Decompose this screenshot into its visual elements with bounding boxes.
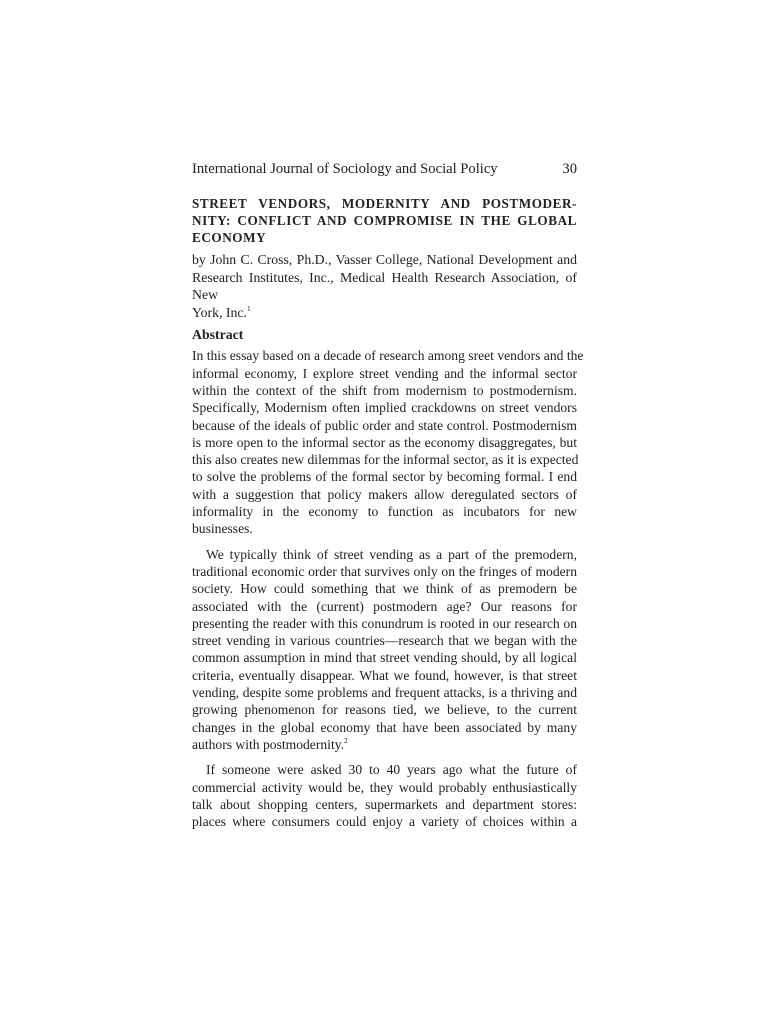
- text-line: growing phenomenon for reasons tied, we believe, to the current: [192, 702, 577, 718]
- paragraph-gap: [192, 753, 577, 761]
- text-line: is more open to the informal sector as the economy disaggregates, but: [192, 434, 577, 450]
- title-line: NITY: CONFLICT AND COMPROMISE IN THE GLOBAL: [192, 213, 577, 228]
- author-byline: [192, 251, 577, 321]
- text-line: informal economy, I explore street vending and the informal sector: [192, 365, 577, 381]
- document-page: [192, 160, 584, 830]
- journal-title: International Journal of Sociology and Social Policy: [192, 161, 498, 177]
- text-line: vending, despite some problems and frequent attacks, is a thriving and: [192, 685, 577, 701]
- text-line: common assumption in mind that street vending should, by all logical: [192, 650, 577, 666]
- text-line: Specifically, Modernism often implied crackdowns on street vendors: [192, 400, 577, 416]
- text-line: changes in the global economy that have been associated by many: [192, 719, 577, 735]
- byline-text: York, Inc.: [192, 304, 247, 320]
- footnote-marker[interactable]: 2: [344, 735, 348, 745]
- text-line: We typically think of street vending as a part of the premodern,: [206, 546, 577, 562]
- text-line: commercial activity would be, they would probably enthusiastically: [192, 779, 577, 795]
- text-line-content: authors with postmodernity.: [192, 736, 345, 752]
- text-line: because of the ideals of public order and state control. Postmodernism: [192, 417, 577, 433]
- text-line: within the context of the shift from modernism to postmodernism.: [192, 382, 577, 398]
- byline-line: [192, 304, 577, 322]
- text-line: In this essay based on a decade of research among sreet vendors and the: [192, 348, 584, 364]
- text-line: informality in the economy to function as incubators for new: [192, 504, 577, 520]
- text-line: street vending in various countries—research that we began with the: [192, 633, 577, 649]
- title-line: STREET VENDORS, MODERNITY AND POSTMODER-: [192, 196, 577, 211]
- abstract-body: [192, 347, 584, 537]
- text-line: to solve the problems of the formal sector by becoming formal. I end: [192, 469, 577, 485]
- text-line: associated with the (current) postmodern age? Our reasons for: [192, 598, 577, 614]
- text-line: traditional economic order that survives only on the fringes of modern: [192, 563, 577, 579]
- text-line: criteria, eventually disappear. What we found, however, is that street: [192, 667, 577, 683]
- text-line: talk about shopping centers, supermarkets and department stores:: [192, 796, 577, 812]
- footnote-marker[interactable]: 1: [246, 303, 251, 313]
- text-line: If someone were asked 30 to 40 years ago what the future of: [206, 762, 577, 778]
- article-title: [192, 195, 577, 246]
- text-line: society. How could something that we think of as premodern be: [192, 581, 577, 597]
- body-paragraph-1: [192, 546, 577, 754]
- title-line: ECONOMY: [192, 230, 267, 245]
- byline-line: by John C. Cross, Ph.D., Vasser College, National Development and: [192, 252, 577, 267]
- text-line: [192, 736, 577, 753]
- byline-line: Research Institutes, Inc., Medical Health Research Association, of New: [192, 269, 577, 303]
- paragraph-gap: [192, 538, 577, 546]
- abstract-heading: Abstract: [192, 327, 244, 343]
- text-line: with a suggestion that policy makers allow deregulated sectors of: [192, 486, 577, 502]
- page-number: 30: [562, 161, 577, 177]
- text-line: presenting the reader with this conundrum is rooted in our research on: [192, 615, 577, 631]
- text-line: this also creates new dilemmas for the informal sector, as it is expected: [192, 452, 579, 468]
- body-paragraph-2: [192, 761, 577, 830]
- text-line: businesses.: [192, 521, 253, 537]
- running-header: [192, 160, 577, 178]
- text-line: places where consumers could enjoy a variety of choices within a: [192, 814, 577, 830]
